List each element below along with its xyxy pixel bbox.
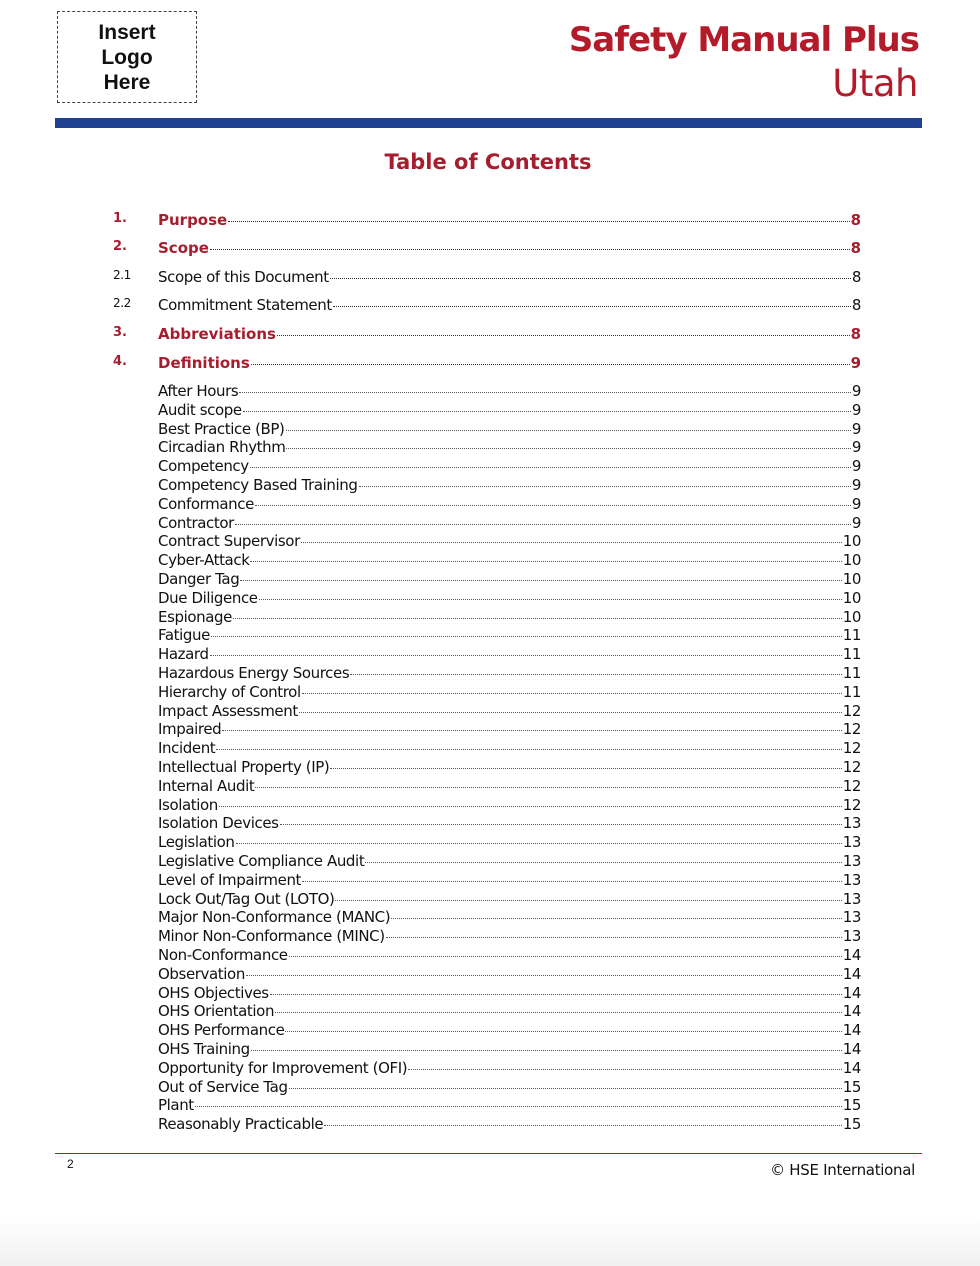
toc-entry-label: Commitment Statement [158,296,332,314]
toc-dot-leader [277,335,850,336]
toc-dot-leader [299,712,842,713]
toc-entry-line [158,296,861,314]
toc-dot-leader [243,411,851,412]
toc-dot-leader [250,467,851,468]
toc-entry-page: 15 [842,1077,861,1096]
footer-rule [55,1153,922,1154]
toc-entry-number: 4. [113,354,127,369]
toc-entry-label: Contractor [158,513,234,532]
toc-dot-leader [255,787,841,788]
toc-entry-label: Scope of this Document [158,268,329,286]
toc-entry-line [158,908,861,926]
toc-entry-line [158,777,861,795]
toc-entry-page: 13 [842,852,861,870]
toc-entry-label: Minor Non-Conformance (MINC) [158,927,385,946]
toc-entry-page: 9 [851,419,861,438]
toc-dot-leader [285,1031,841,1032]
footer-page-number: 2 [67,1157,74,1171]
page-bottom-shade [0,1216,980,1266]
toc-entry-page: 9 [851,382,861,400]
toc-dot-leader [289,1088,842,1089]
toc-entry-label: Internal Audit [158,776,255,795]
toc-entry-line [158,1059,861,1077]
toc-entry-line [158,833,861,851]
toc-entry-label: Hazardous Energy Sources [158,664,350,682]
toc-dot-leader [251,1050,842,1051]
toc-entry-label: Out of Service Tag [158,1077,288,1096]
toc-entry-line [158,852,861,870]
toc-entry-label: Scope [158,239,209,257]
toc-entry-line [158,420,861,438]
toc-entry-number: 2.2 [113,296,131,310]
toc-entry-line [158,664,861,682]
toc-entry-label: OHS Training [158,1040,250,1058]
toc-dot-leader [350,674,841,675]
toc-entry-line [158,796,861,814]
toc-entry-label: Impact Assessment [158,701,298,720]
toc-entry-line [158,814,861,832]
toc-entry-number: 1. [113,211,127,226]
toc-dot-leader [286,448,850,449]
toc-dot-leader [251,364,850,365]
toc-entry-label: After Hours [158,382,239,400]
toc-entry-line [158,683,861,701]
toc-entry-page: 15 [842,1096,861,1115]
toc-entry-label: Competency [158,457,249,476]
toc-entry-page: 8 [850,239,861,257]
toc-entry-label: Definitions [158,354,250,372]
toc-dot-leader [233,618,842,619]
toc-dot-leader [386,937,842,938]
toc-entry-label: Competency Based Training [158,476,358,494]
toc-entry-page: 11 [842,682,861,701]
toc-entry-line [158,871,861,889]
toc-entry-page: 14 [842,983,861,1002]
toc-entry-page: 14 [842,1021,861,1040]
toc-entry-label: Hierarchy of Control [158,682,301,701]
toc-entry-line [158,382,861,400]
toc-entry-label: Contract Supervisor [158,532,300,551]
toc-entry-line [158,354,861,372]
toc-entry-label: OHS Objectives [158,983,269,1002]
toc-entry-number: 2. [113,239,127,254]
toc-dot-leader [240,580,841,581]
toc-entry-page: 8 [851,268,861,286]
toc-entry-label: Observation [158,964,245,983]
footer-copyright: © HSE International [770,1161,915,1179]
toc-entry-line [158,927,861,945]
toc-dot-leader [289,956,842,957]
toc-entry-line [158,401,861,419]
toc-entry-line [158,325,861,343]
toc-entry-label: Purpose [158,211,228,229]
toc-dot-leader [280,824,842,825]
toc-dot-leader [270,994,842,995]
toc-entry-number: 2.1 [113,268,131,282]
toc-entry-page: 13 [842,870,861,889]
toc-entry-page: 9 [851,476,861,494]
toc-entry-label: Lock Out/Tag Out (LOTO) [158,889,335,908]
toc-entry-page: 9 [851,513,861,532]
toc-entry-line [158,965,861,983]
toc-heading: Table of Contents [384,150,592,174]
toc-entry-page: 13 [842,908,861,927]
header-rule [55,118,922,128]
toc-entry-page: 10 [842,570,861,588]
toc-dot-leader [333,306,851,307]
toc-entry-line [158,239,861,257]
toc-entry-line [158,608,861,626]
toc-dot-leader [335,900,841,901]
toc-entry-line [158,1021,861,1039]
toc-entry-page: 12 [842,720,861,739]
toc-entry-page: 11 [842,626,861,645]
toc-dot-leader [222,730,841,731]
toc-dot-leader [195,1106,842,1107]
toc-entry-page: 10 [842,588,861,607]
toc-entry-page: 14 [842,946,861,964]
toc-entry-line [158,645,861,663]
toc-entry-label: OHS Orientation [158,1002,275,1021]
toc-dot-leader [246,975,842,976]
toc-entry-label: OHS Performance [158,1021,285,1040]
toc-entry-label: Plant [158,1096,194,1115]
toc-entry-label: Isolation Devices [158,814,279,833]
toc-dot-leader [255,505,851,506]
toc-dot-leader [219,806,842,807]
toc-entry-line [158,268,861,286]
toc-dot-leader [408,1069,841,1070]
toc-dot-leader [286,430,851,431]
toc-dot-leader [330,278,851,279]
toc-entry-label: Opportunity for Improvement (OFI) [158,1058,408,1077]
toc-entry-page: 8 [851,296,861,314]
toc-dot-leader [365,862,841,863]
toc-entry-label: Circadian Rhythm [158,438,286,457]
toc-dot-leader [250,561,841,562]
toc-entry-line [158,739,861,757]
toc-entry-page: 9 [851,494,861,513]
toc-dot-leader [391,918,841,919]
toc-entry-line [158,984,861,1002]
toc-entry-line [158,890,861,908]
toc-entry-line [158,758,861,776]
toc-entry-page: 9 [851,400,861,419]
toc-entry-page: 13 [842,833,861,852]
toc-dot-leader [301,542,842,543]
toc-entry-page: 11 [842,645,861,664]
toc-dot-leader [210,249,850,250]
toc-entry-page: 10 [842,551,861,570]
toc-entry-line [158,532,861,550]
toc-entry-label: Fatigue [158,626,210,645]
toc-entry-number: 3. [113,325,127,340]
toc-entry-label: Hazard [158,645,209,664]
toc-entry-label: Level of Impairment [158,870,302,889]
toc-entry-page: 9 [851,457,861,476]
toc-entry-page: 13 [842,927,861,946]
toc-dot-leader [211,636,842,637]
toc-entry-line [158,1096,861,1114]
toc-entry-page: 14 [842,1040,861,1058]
toc-entry-label: Incident [158,739,216,758]
toc-dot-leader [239,392,851,393]
toc-dot-leader [275,1012,842,1013]
toc-entry-line [158,514,861,532]
toc-dot-leader [210,655,842,656]
toc-entry-page: 8 [850,325,861,343]
toc-entry-page: 12 [842,739,861,758]
toc-entry-label: Isolation [158,795,218,814]
toc-entry-line [158,1078,861,1096]
toc-entry-page: 15 [842,1115,861,1134]
toc-entry-line [158,495,861,513]
toc-entry-page: 12 [842,701,861,720]
manual-title: Safety Manual Plus [568,20,919,60]
toc-entry-label: Impaired [158,720,222,739]
toc-entry-page: 12 [842,795,861,814]
toc-entry-page: 10 [842,532,861,551]
toc-dot-leader [359,486,851,487]
toc-entry-line [158,1115,861,1133]
toc-entry-line [158,1002,861,1020]
toc-entry-line [158,570,861,588]
toc-dot-leader [235,524,851,525]
toc-entry-line [158,551,861,569]
toc-entry-page: 10 [842,607,861,626]
toc-dot-leader [259,599,842,600]
toc-entry-label: Legislation [158,833,235,852]
toc-entry-label: Best Practice (BP) [158,419,285,438]
toc-dot-leader [330,768,841,769]
toc-entry-label: Danger Tag [158,570,240,588]
toc-dot-leader [302,881,842,882]
toc-entry-label: Intellectual Property (IP) [158,758,330,776]
toc-dot-leader [236,843,842,844]
toc-dot-leader [216,749,841,750]
toc-entry-page: 13 [842,889,861,908]
toc-entry-label: Due Diligence [158,588,258,607]
logo-placeholder: Insert Logo Here [57,11,197,103]
manual-subtitle: Utah [832,62,918,105]
toc-dot-leader [324,1125,842,1126]
toc-dot-leader [228,221,849,222]
toc-entry-page: 14 [842,964,861,983]
toc-entry-page: 8 [850,211,861,229]
toc-entry-line [158,589,861,607]
toc-entry-label: Non-Conformance [158,946,288,964]
toc-entry-line [158,720,861,738]
toc-entry-page: 14 [842,1058,861,1077]
toc-entry-line [158,946,861,964]
toc-entry-line [158,438,861,456]
toc-entry-label: Cyber-Attack [158,551,250,570]
toc-entry-label: Major Non-Conformance (MANC) [158,908,391,927]
toc-entry-line [158,1040,861,1058]
toc-entry-line [158,457,861,475]
toc-entry-line [158,702,861,720]
toc-entry-page: 13 [842,814,861,833]
toc-entry-line [158,476,861,494]
toc-entry-page: 9 [851,438,861,457]
toc-entry-page: 12 [842,776,861,795]
toc-entry-line [158,211,861,229]
toc-entry-page: 12 [842,758,861,776]
toc-entry-label: Audit scope [158,400,242,419]
toc-entry-label: Reasonably Practicable [158,1115,324,1134]
toc-entry-page: 11 [842,664,861,682]
toc-dot-leader [302,693,842,694]
toc-entry-page: 14 [842,1002,861,1021]
toc-entry-line [158,626,861,644]
toc-entry-label: Conformance [158,494,254,513]
toc-entry-label: Legislative Compliance Audit [158,852,365,870]
toc-entry-label: Abbreviations [158,325,276,343]
toc-entry-page: 9 [850,354,861,372]
toc-entry-label: Espionage [158,607,233,626]
